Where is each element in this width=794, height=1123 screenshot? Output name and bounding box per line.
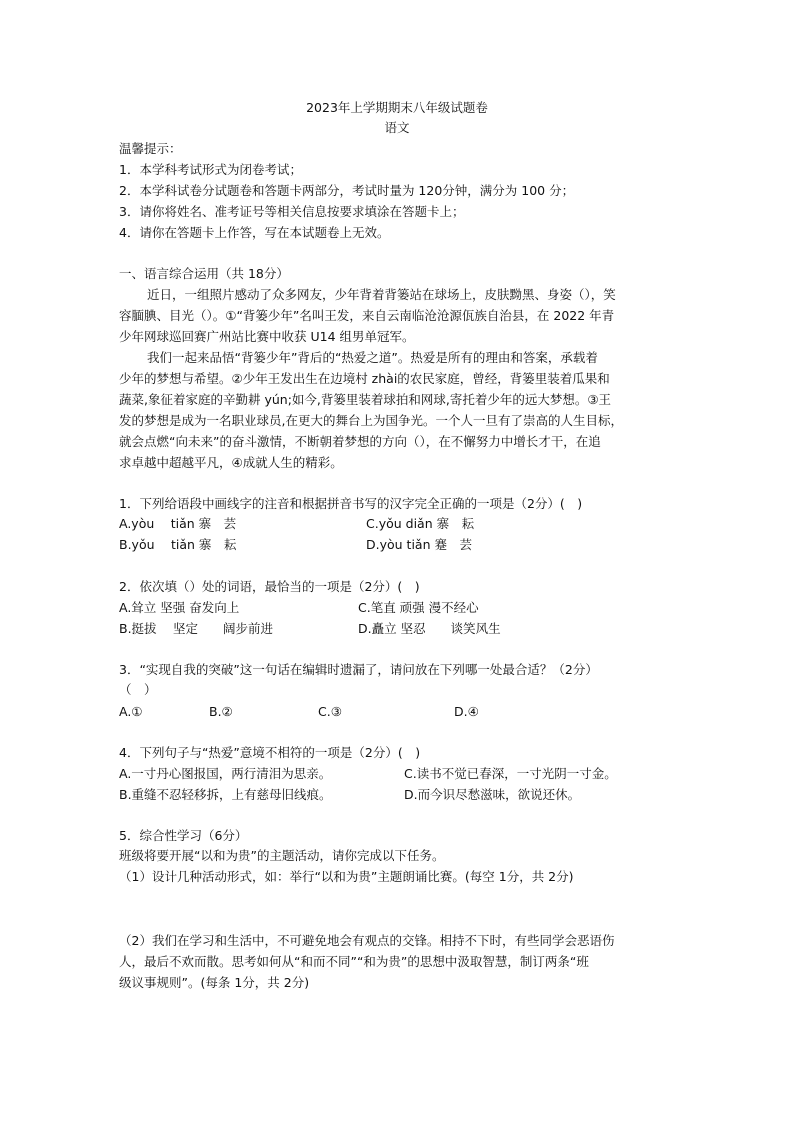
notice-heading: 温馨提示： [119,141,182,156]
notice-item: 2．本学科试卷分试题卷和答题卡两部分，考试时量为 120分钟，满分为 100 分； [119,183,575,198]
question-2-option-b[interactable]: B.挺拔 坚定 阔步前进 [119,621,274,636]
question-4-option-d[interactable]: D.而今识尽愁滋味，欲说还休。 [404,787,581,802]
question-4-option-b[interactable]: B.重缝不忍轻移拆，上有慈母旧线痕。 [119,787,332,802]
question-5-sub-1: （1）设计几种活动形式，如：举行“以和为贵”主题朗诵比赛。(每空 1分，共 2分) [119,869,574,884]
question-3-option-c[interactable]: C.③ [318,704,342,719]
passage-line: 就会点燃“向未来”的奋斗激情，不断朝着梦想的方向（），在不懈努力中增长才干，在追 [119,434,601,449]
notice-item: 3．请你将姓名、准考证号等相关信息按要求填涂在答题卡上； [119,204,465,219]
passage-line: 近日，一组照片感动了众多网友，少年背着背篓站在球场上，皮肤黝黑、身姿（），笑 [147,287,616,302]
question-5-sub-2-line: 人，最后不欢而散。思考如何从“和而不同”“和为贵”的思想中汲取智慧，制订两条“班 [119,954,589,969]
question-5-intro: 班级将要开展“以和为贵”的主题活动，请你完成以下任务。 [119,848,445,863]
question-3-answer-paren: （ ） [119,682,157,697]
question-1-stem: 1．下列给语段中画线字的注音和根据拼音书写的汉字完全正确的一项是（2分）( ) [119,496,583,511]
question-1-option-a[interactable]: A.yòu tiǎn 寨 芸 [119,516,237,531]
passage-line: 蔬菜,象征着家庭的辛勤耕 yún;如今,背篓里装着球拍和网球,寄托着少年的远大梦想。③王 [119,392,612,407]
question-2-option-c[interactable]: C.笔直 顽强 漫不经心 [358,600,479,615]
notice-item: 1．本学科考试形式为闭卷考试； [119,162,302,177]
question-3-option-d[interactable]: D.④ [454,704,479,719]
notice-item: 4．请你在答题卡上作答，写在本试题卷上无效。 [119,225,390,240]
question-3-stem: 3．“实现自我的突破”这一句话在编辑时遗漏了，请问放在下列哪一处最合适？（2分） [119,662,598,677]
question-1-option-c[interactable]: C.yǒu diǎn 寨 耘 [366,516,475,531]
exam-title: 2023年上学期期末八年级试题卷 [306,100,488,115]
question-2-option-d[interactable]: D.矗立 坚忍 谈笑风生 [358,621,501,636]
passage-line: 少年网球巡回赛广州站比赛中收获 U14 组男单冠军。 [119,329,415,344]
question-4-stem: 4．下列句子与“热爱”意境不相符的一项是（2分）( ) [119,745,421,760]
exam-subject: 语文 [384,120,410,135]
passage-line: 我们一起来品悟“背篓少年”背后的“热爱之道”。热爱是所有的理由和答案，承载着 [147,350,598,365]
question-1-option-d[interactable]: D.yòu tiǎn 蹇 芸 [366,537,472,552]
section-heading: 一、语言综合运用（共 18分） [119,266,289,281]
question-5-sub-2-line: （2）我们在学习和生活中，不可避免地会有观点的交锋。相持不下时，有些同学会恶语伤 [119,933,615,948]
question-5-sub-2-line: 级议事规则”。(每条 1分，共 2分) [119,975,310,990]
passage-line: 少年的梦想与希望。②少年王发出生在边境村 zhài的农民家庭，曾经，背篓里装着瓜果和 [119,371,610,386]
passage-line: 容腼腆、目光（）。①“背篓少年”名叫王发，来自云南临沧沧源佤族自治县，在 2022 年青 [119,308,615,323]
passage-line: 求卓越中超越平凡，④成就人生的精彩。 [119,455,343,470]
question-4-option-a[interactable]: A.一寸丹心图报国，两行清泪为思亲。 [119,766,332,781]
question-3-option-a[interactable]: A.① [119,704,143,719]
question-2-stem: 2．依次填（）处的词语，最恰当的一项是（2分）( ) [119,579,420,594]
question-4-option-c[interactable]: C.读书不觉已春深，一寸光阴一寸金。 [404,766,617,781]
question-1-option-b[interactable]: B.yǒu tiǎn 寨 耘 [119,537,237,552]
passage-line: 发的梦想是成为一名职业球员,在更大的舞台上为国争光。一个人一旦有了崇高的人生目标， [119,413,623,428]
question-5-stem: 5．综合性学习（6分） [119,828,248,843]
question-3-option-b[interactable]: B.② [209,704,233,719]
question-2-option-a[interactable]: A.耸立 坚强 奋发向上 [119,600,240,615]
